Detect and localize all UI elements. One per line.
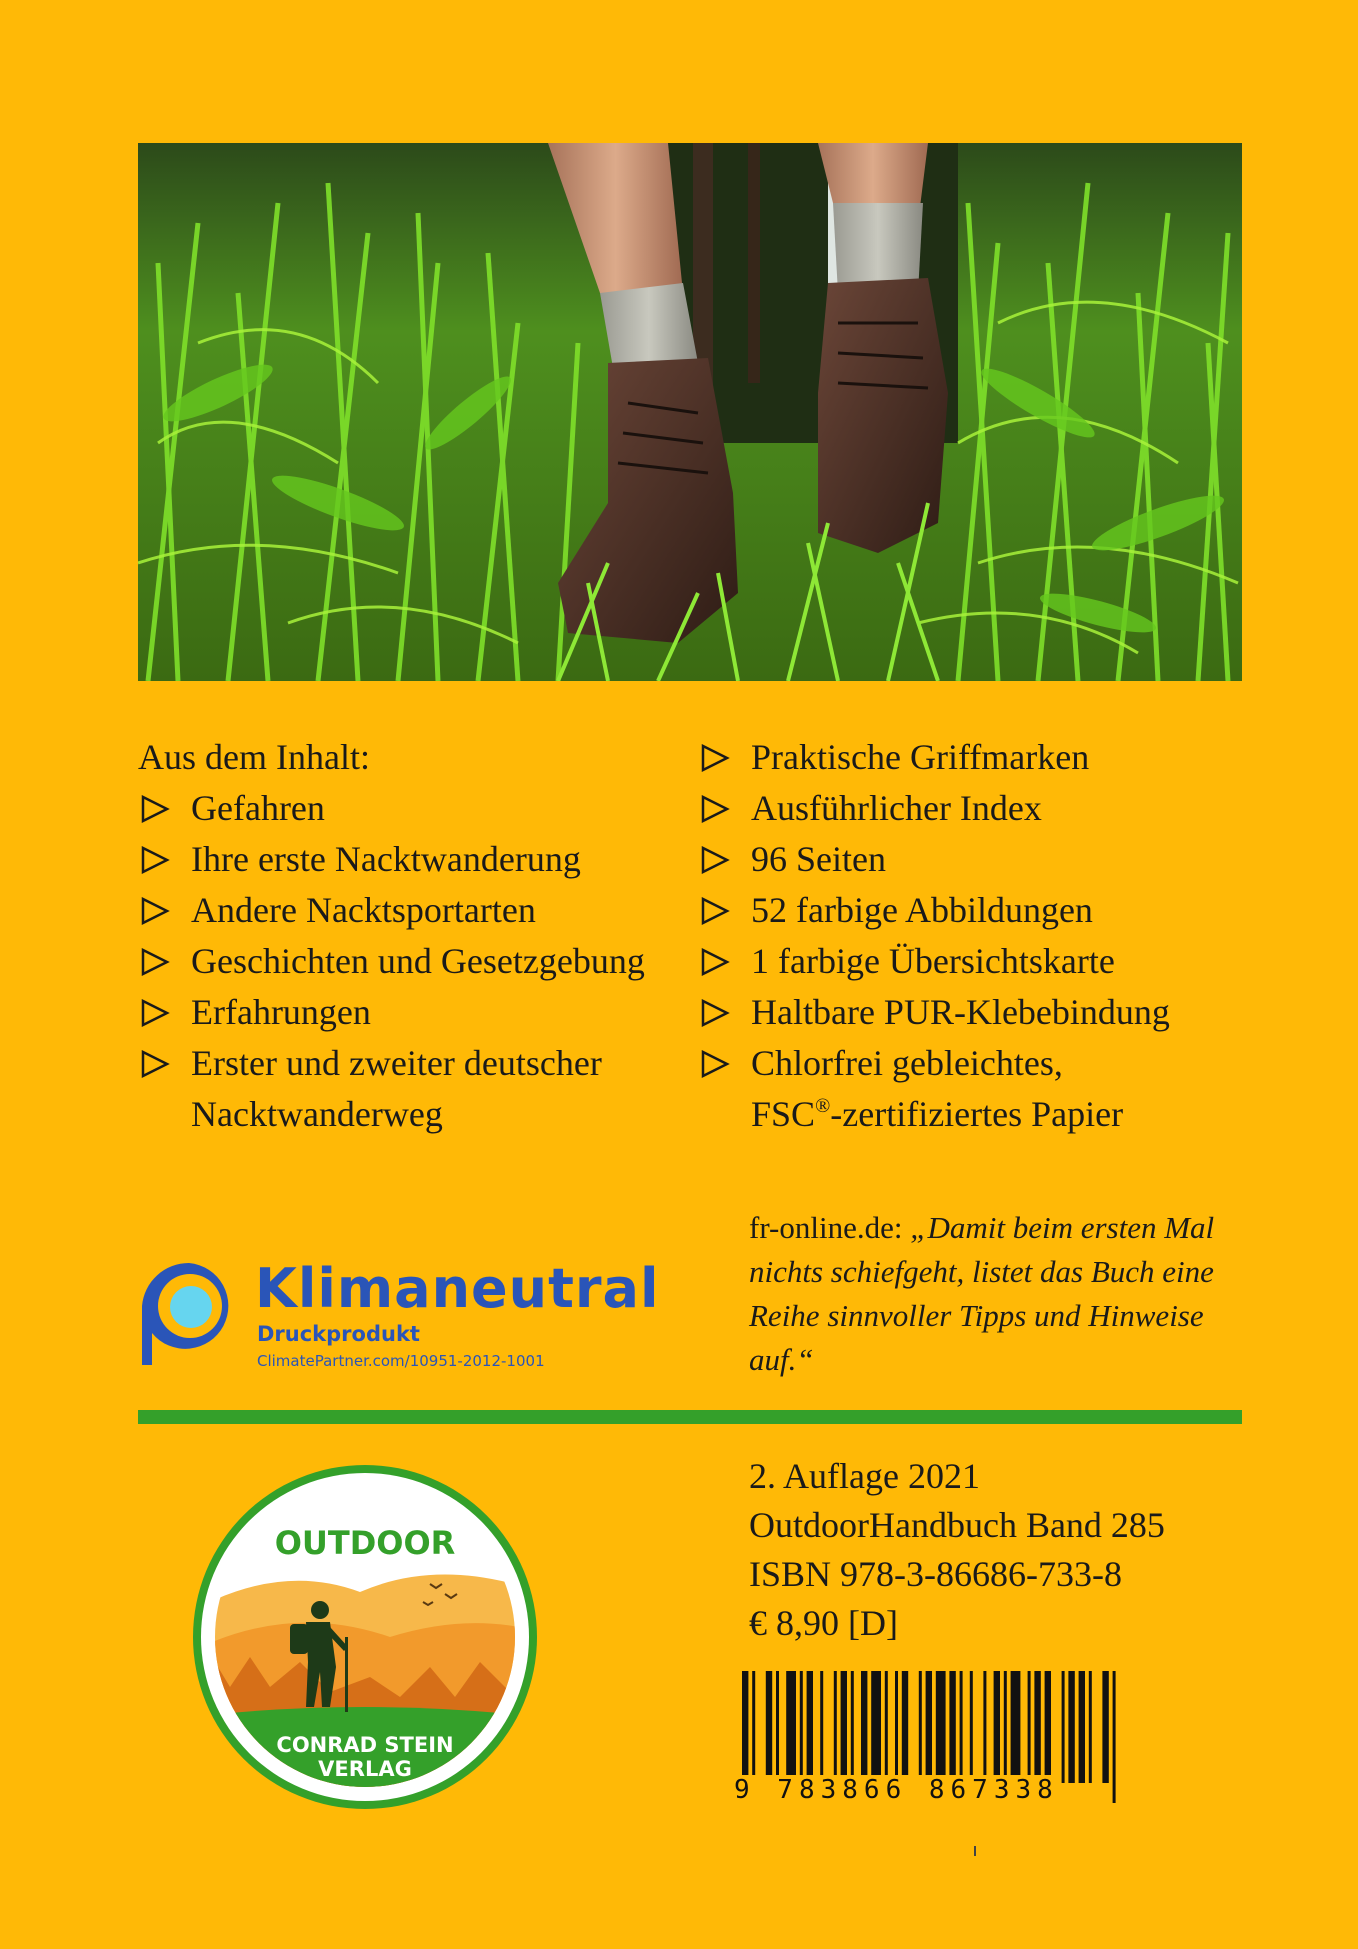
list-item: 96 Seiten [698, 834, 1258, 885]
triangle-bullet-icon [140, 897, 170, 925]
triangle-bullet-icon [140, 795, 170, 823]
publisher-badge-logo [190, 1462, 540, 1812]
climate-neutral-logo [138, 1255, 678, 1375]
series: OutdoorHandbuch Band 285 [749, 1505, 1165, 1545]
triangle-bullet-icon [700, 1050, 730, 1078]
list-item: 1 farbige Übersichtskarte [698, 936, 1258, 987]
badge-top-text: OUTDOOR [274, 1524, 456, 1562]
contents-left-column [138, 732, 678, 1140]
climate-url: ClimatePartner.com/10951-2012-1001 [257, 1352, 545, 1370]
triangle-bullet-icon [140, 999, 170, 1027]
list-item: Erster und zweiter deutscher Nacktwanderweg [138, 1038, 678, 1140]
list-item: Andere Nacktsportarten [138, 885, 678, 936]
triangle-bullet-icon [700, 744, 730, 772]
badge-bottom-line1: CONRAD STEIN [276, 1733, 454, 1757]
badge-bottom-line2: VERLAG [318, 1757, 412, 1781]
triangle-bullet-icon [140, 846, 170, 874]
barcode-digits: 9 783866 867338 [734, 1775, 1059, 1805]
triangle-bullet-icon [700, 948, 730, 976]
list-item: Praktische Griffmarken [698, 732, 1258, 783]
triangle-bullet-icon [140, 948, 170, 976]
climate-title: Klimaneutral [255, 1257, 660, 1320]
list-item: Geschichten und Gesetzgebung [138, 936, 678, 987]
small-mark [974, 1846, 976, 1856]
triangle-bullet-icon [140, 1050, 170, 1078]
list-item: Chlorfrei gebleichtes, FSC®-zertifiziertes Papier [698, 1038, 1258, 1140]
list-item: Gefahren [138, 783, 678, 834]
triangle-bullet-icon [700, 846, 730, 874]
contents-intro: Aus dem Inhalt: [138, 737, 370, 777]
triangle-bullet-icon [700, 795, 730, 823]
triangle-bullet-icon [700, 999, 730, 1027]
quote-source: fr-online.de: [749, 1210, 911, 1245]
publication-info [749, 1452, 1249, 1648]
list-item: Ihre erste Nacktwanderung [138, 834, 678, 885]
climate-subtitle: Druckprodukt [257, 1322, 420, 1346]
price: € 8,90 [D] [749, 1603, 898, 1643]
triangle-bullet-icon [700, 897, 730, 925]
edition: 2. Auflage 2021 [749, 1456, 980, 1496]
contents-right-column [698, 732, 1258, 1140]
contents-list-right [698, 732, 1258, 1140]
cover-photo-hiking-boots [138, 143, 1242, 681]
contents-list-left [138, 783, 678, 1140]
isbn: ISBN 978-3-86686-733-8 [749, 1554, 1122, 1594]
press-quote [749, 1206, 1259, 1382]
list-item: Ausführlicher Index [698, 783, 1258, 834]
list-item: Haltbare PUR-Klebebindung [698, 987, 1258, 1038]
list-item: 52 farbige Abbildungen [698, 885, 1258, 936]
list-item: Erfahrungen [138, 987, 678, 1038]
quote-text: „Damit beim ersten Mal nichts schiefgeht, listet das Buch eine Reihe sinnvoller Tipps und Hinweise auf.“ [749, 1210, 1215, 1377]
climate-partner-icon [138, 1255, 240, 1370]
divider-rule [138, 1410, 1242, 1424]
